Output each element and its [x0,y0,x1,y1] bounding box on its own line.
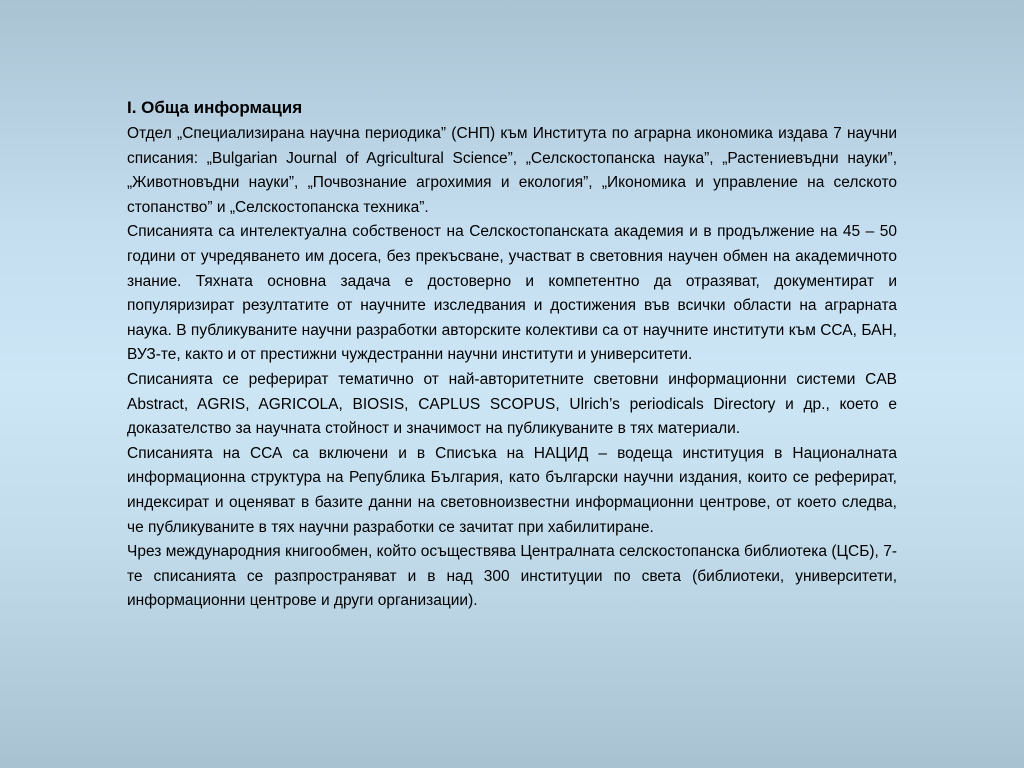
paragraph-indexing: Списанията се реферират тематично от най-авторитетните световни информационни системи CAB Abstract, AGRIS, AGRICOLA, BIOSIS, CAPLUS SCOPUS, Ulrich’s periodicals Directory и др., което е доказателство за научната стойност и значимост на публикуваните в тях материали. [127,370,897,438]
section-heading: I. Обща информация [127,98,303,117]
paragraph-ownership: Списанията са интелектуална собственост на Селскостопанската академия и в продължение на 45 – 50 години от учредяването им досега, без прекъсване, участват в световния научен обмен на академичното знание. Тяхната основна задача е достоверно и компетентно да отразяват, документират и популяризират резултатите от научните изследвания и достижения във всички области на аграрната наука. В публикуваните научни разработки авторските колективи са от научните институти към ССА, БАН, ВУЗ-те, както и от престижни чуждестранни научни институти и университети. [127,223,897,364]
slide-content [127,96,897,614]
paragraph-nacid: Списанията на ССА са включени и в Списъка на НАЦИД – водеща институция в Националната информационна структура на Република България, като български научни издания, които се реферират, индексират и оценяват в базите данни на световноизвестни информационни центрове, от което следва, че публикуваните в тях научни разработки се зачитат при хабилитиране. [127,444,897,536]
paragraph-book-exchange: Чрез международния книгообмен, който осъществява Централната селскостопанска библиотека (ЦСБ), 7-те списанията се разпространяват и в над 300 институции по света (библиотеки, университети, информационни центрове и други организации). [127,543,897,610]
paragraph-journals-list: Отдел „Специализирана научна периодика” (СНП) към Института по аграрна икономика издава 7 научни списания: „Bulgarian Journal of Agricultural Science”, „Селскостопанска наука”, „Растениевъдни науки”, „Животновъдни науки”, „Почвознание агрохимия и екология”, „Икономика и управление на селското стопанство” и „Селскостопанска техника”. [127,125,897,216]
